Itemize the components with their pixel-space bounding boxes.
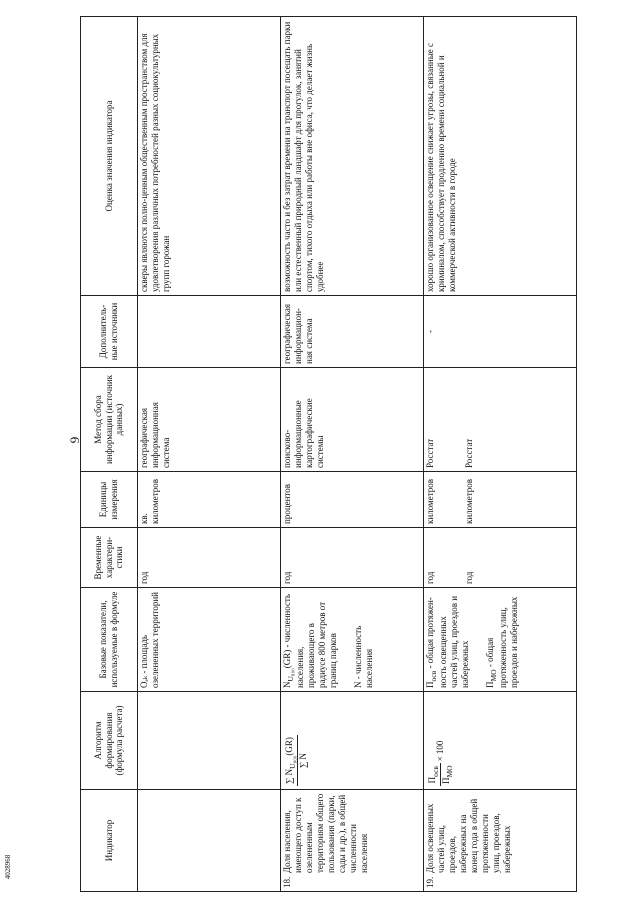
method-cell: географическая информационная система bbox=[138, 368, 281, 472]
header-algorithm: Алгоритм формирования (формула расчета) bbox=[81, 692, 138, 790]
period-2: год bbox=[463, 571, 474, 584]
period-cell: год bbox=[138, 528, 281, 588]
assessment-cell: хорошо организованное освещение снижает угрозы, связанные с криминалом, способствует продлению времени социальной и коммерческой активности в городе bbox=[424, 17, 577, 296]
base-cell bbox=[424, 588, 577, 692]
base-desc: - общая протяжен-ность освещенных частей улиц, проездов и набережных bbox=[425, 595, 470, 688]
additional-cell bbox=[138, 296, 281, 368]
base-symbol-2: П bbox=[484, 681, 495, 688]
unit-cell bbox=[424, 472, 577, 528]
additional-cell: географическая информацион-ная система bbox=[281, 296, 424, 368]
unit-2: километров bbox=[463, 479, 474, 524]
header-time-characteristics: Временные характери-стики bbox=[81, 528, 138, 588]
base-cell bbox=[281, 588, 424, 692]
base-desc: (GR) - численность населения, проживающего в радиусе 800 метров от границ парков bbox=[282, 594, 338, 688]
header-base-indicators: Базовые показатели, используемые в формуле bbox=[81, 588, 138, 692]
base-symbol-sub: осв bbox=[428, 670, 438, 682]
additional-cell: - bbox=[424, 296, 577, 368]
indicator-table bbox=[80, 16, 577, 892]
table-row bbox=[281, 17, 424, 892]
unit-cell: кв. километров bbox=[138, 472, 281, 528]
base-symbol: N bbox=[282, 681, 292, 688]
header-additional-sources: Дополнитель-ные источники bbox=[81, 296, 138, 368]
formula-numerator-sub: осв bbox=[430, 766, 440, 777]
formula-denominator-sub: МО bbox=[444, 765, 454, 778]
base-text: Оₑₖ - площадь озелененных территорий bbox=[139, 592, 160, 688]
row-number: 18. bbox=[282, 876, 292, 888]
formula-denominator: ∑ N bbox=[297, 752, 308, 769]
method-1: Росстат bbox=[425, 438, 435, 468]
assessment-cell: скверы являются полно-ценным общественным пространством для удовлетворения различных потребностей разных социокультурных групп горожан bbox=[138, 17, 281, 296]
formula-numerator-arg: (GR) bbox=[284, 737, 294, 756]
row-number: 19. bbox=[425, 876, 435, 888]
formula bbox=[284, 695, 309, 786]
table-row bbox=[424, 17, 577, 892]
formula-cell bbox=[138, 692, 281, 790]
method-cell: поисково-информационные картографические системы bbox=[281, 368, 424, 472]
table-header-row bbox=[81, 17, 138, 892]
formula-numerator-sub: U₈₀₀ bbox=[287, 755, 297, 769]
indicator-cell bbox=[138, 790, 281, 892]
page-number: 9 bbox=[67, 436, 82, 444]
table-row bbox=[138, 17, 281, 892]
period-cell: год bbox=[281, 528, 424, 588]
base-desc-2: N - численность населения bbox=[352, 625, 374, 688]
unit-cell: процентов bbox=[281, 472, 424, 528]
method-cell bbox=[424, 368, 577, 472]
header-indicator: Индикатор bbox=[81, 790, 138, 892]
indicator-cell bbox=[281, 790, 424, 892]
formula-numerator: ∑ N bbox=[284, 768, 294, 784]
base-symbol: П bbox=[425, 681, 435, 688]
formula-denominator: П bbox=[440, 777, 451, 784]
assessment-cell: возможность часто и без затрат времени на транспорт посещать парки или естественный природный ландшафт для прогулок, занятий спортом, тихого отдыха или работы вне офиса, что делает жизнь удобнее bbox=[281, 17, 424, 296]
document-id: 4028968 bbox=[4, 854, 12, 880]
method-2: Росстат bbox=[463, 438, 474, 468]
base-desc-2: - общая протяженность улиц, проездов и набережных bbox=[484, 596, 519, 688]
formula-cell bbox=[424, 692, 577, 790]
header-assessment: Оценка значения индикатора bbox=[81, 17, 138, 296]
base-symbol-2-sub: МО bbox=[488, 669, 498, 682]
period-cell bbox=[424, 528, 577, 588]
header-method: Метод сбора информации (источник данных) bbox=[81, 368, 138, 472]
indicator-text: Доля освещенных частей улиц, проездов, набережных на конец года в общей протяженности улиц, проездов, набережных bbox=[425, 798, 512, 873]
base-symbol-sub: U₈₀₀ bbox=[285, 668, 295, 682]
header-units: Единицы измерения bbox=[81, 472, 138, 528]
formula bbox=[427, 695, 454, 786]
indicator-text: Доля населения, имеющего доступ к озелененным территориям общего пользования (парки, сады и др.), в общей численности населения bbox=[282, 793, 369, 873]
base-cell bbox=[138, 588, 281, 692]
formula-numerator: П bbox=[427, 776, 437, 784]
period-1: год bbox=[425, 571, 435, 584]
rotated-table-sheet bbox=[80, 17, 610, 892]
formula-cell bbox=[281, 692, 424, 790]
unit-1: километров bbox=[425, 479, 435, 524]
formula-multiplier: × 100 bbox=[434, 740, 445, 762]
indicator-cell bbox=[424, 790, 577, 892]
